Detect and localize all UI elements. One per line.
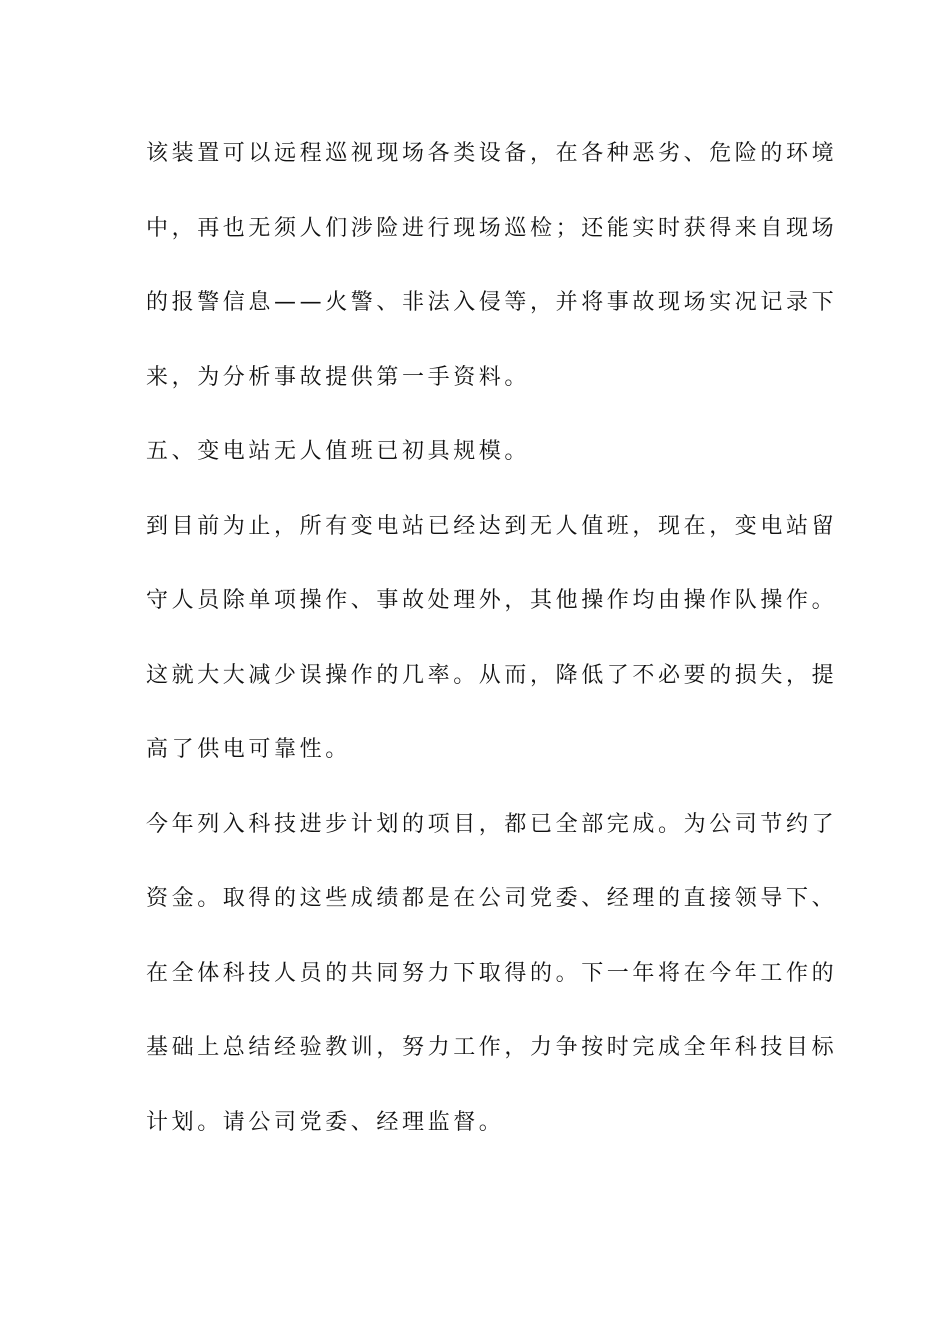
text-line: 这就大大减少误操作的几率。从而，降低了不必要的损失，提 — [146, 662, 838, 688]
text-line: 基础上总结经验教训，努力工作，力争按时完成全年科技目标 — [146, 1035, 838, 1060]
text-line: 在全体科技人员的共同努力下取得的。下一年将在今年工作的 — [146, 960, 838, 986]
text-line: 来，为分析事故提供第一手资料。 — [146, 364, 531, 390]
section-heading: 五、变电站无人值班已初具规模。 — [146, 439, 531, 464]
text-line: 计划。请公司党委、经理监督。 — [146, 1109, 505, 1135]
text-line: 高了供电可靠性。 — [146, 737, 351, 762]
text-line: 今年列入科技进步计划的项目，都已全部完成。为公司节约了 — [146, 811, 838, 837]
text-line: 该装置可以远程巡视现场各类设备，在各种恶劣、危险的环境 — [146, 141, 838, 166]
text-line: 的报警信息——火警、非法入侵等，并将事故现场实况记录下 — [146, 290, 838, 315]
text-line: 到目前为止，所有变电站已经达到无人值班，现在，变电站留 — [146, 513, 838, 539]
text-line: 守人员除单项操作、事故处理外，其他操作均由操作队操作。 — [146, 588, 838, 613]
text-line: 中，再也无须人们涉险进行现场巡检；还能实时获得来自现场 — [146, 215, 838, 241]
text-line: 资金。取得的这些成绩都是在公司党委、经理的直接领导下、 — [146, 886, 838, 911]
document-body — [146, 128, 838, 1171]
